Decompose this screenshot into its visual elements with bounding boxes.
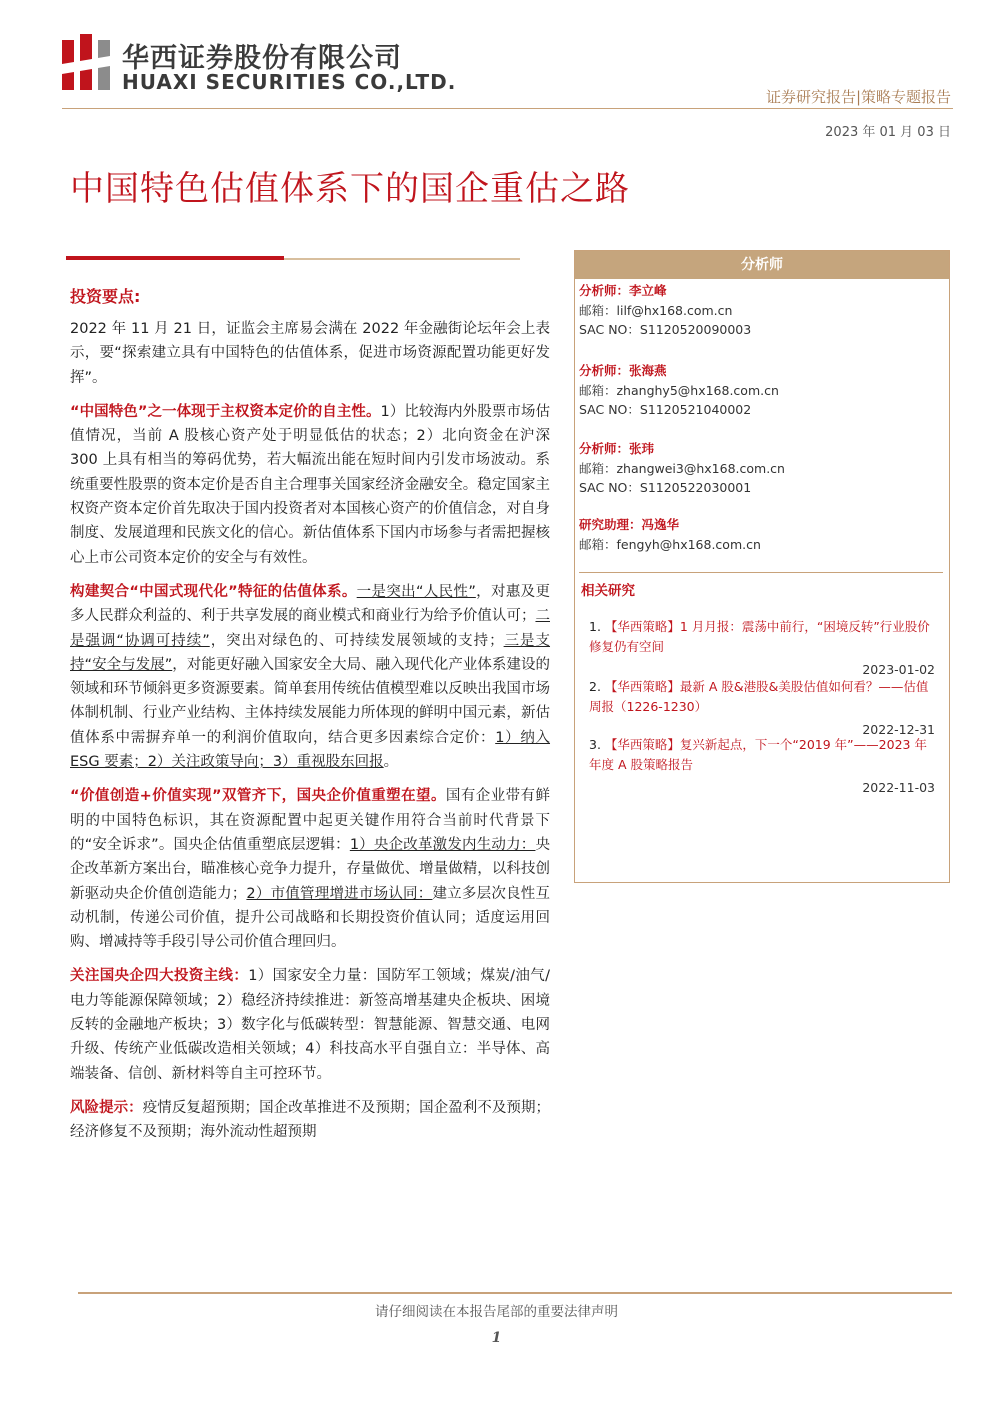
analyst-card (579, 361, 945, 420)
underlined-text: 1）央企改革激发内生动力： (349, 836, 536, 853)
paragraph-highlight: 关注国央企四大投资主线： (70, 968, 249, 985)
paragraph-highlight: “中国特色”之一体现于主权资本定价的自主性。 (70, 403, 381, 420)
analyst-email[interactable]: 邮箱：zhangwei3@hx168.com.cn (579, 460, 785, 476)
paragraph-text: 国有企业带有鲜明的中国特色标识，其在资源配置中起更关键作用符合当前时代背景下的“安全诉求”。国央企估值重塑底层逻辑： (70, 788, 550, 853)
paragraph-highlight: 构建契合“中国式现代化”特征的估值体系。 (70, 583, 357, 600)
related-date: 2022-11-03 (862, 780, 935, 795)
analyst-sac: SAC NO：S1120521040002 (579, 402, 752, 417)
paragraph-intro (70, 317, 550, 390)
title-rule-tan (284, 258, 520, 260)
sidebar-divider (579, 572, 943, 573)
report-type: 证券研究报告|策略专题报告 (765, 88, 951, 106)
title-rule-red (66, 256, 284, 260)
analyst-card (579, 439, 945, 498)
analyst-name: 分析师：张玮 (579, 441, 655, 456)
section-heading: 投资要点: (70, 287, 141, 306)
underlined-text: 二是强调“协调可持续” (70, 608, 550, 649)
related-number: 1. (589, 619, 601, 634)
related-research-heading: 相关研究 (581, 583, 635, 599)
related-research-item[interactable] (589, 735, 935, 798)
analyst-name: 分析师：李立峰 (579, 283, 667, 298)
paragraph-highlight: 风险提示： (70, 1099, 143, 1116)
analyst-name: 研究助理：冯逸华 (579, 517, 680, 532)
underlined-text: 1）纳入 ESG 要素；2）关注政策导向；3）重视股东回报 (70, 729, 551, 771)
related-title[interactable]: 【华西策略】最新 A 股&港股&美股估值如何看？——估值周报（1226-1230） (589, 679, 929, 714)
paragraph-text: 疫情反复超预期；国企改革推进不及预期；国企盈利不及预期；经济修复不及预期；海外流动性超预期 (70, 1099, 550, 1141)
company-name-en: HUAXI SECURITIES CO.,LTD. (122, 70, 457, 94)
related-title[interactable]: 【华西策略】1 月月报：震荡中前行，“困境反转”行业股价修复仍有空间 (589, 619, 930, 654)
related-number: 2. (589, 679, 601, 694)
related-date: 2023-01-02 (862, 662, 935, 677)
related-research-item[interactable] (589, 677, 935, 740)
paragraph-highlight: “价值创造+价值实现”双管齐下，国央企价值重塑在望。 (70, 788, 446, 805)
report-title: 中国特色估值体系下的国企重估之路 (70, 169, 630, 209)
analyst-email[interactable]: 邮箱：fengyh@hx168.com.cn (579, 536, 761, 552)
analyst-sac: SAC NO：S1120520090003 (579, 322, 752, 337)
underlined-text: 2）市值管理增进市场认同： (246, 885, 433, 902)
sidebar-heading: 分析师 (575, 251, 949, 279)
page-number: 1 (491, 1330, 502, 1346)
main-content (70, 284, 550, 1155)
analyst-email[interactable]: 邮箱：lilf@hx168.com.cn (579, 302, 733, 318)
report-date: 2023 年 01 月 03 日 (825, 125, 951, 140)
header-divider (62, 108, 953, 109)
paragraph-soe-value (70, 784, 550, 954)
footer-divider (78, 1292, 952, 1294)
analyst-card (579, 281, 945, 340)
analyst-name: 分析师：张海燕 (579, 363, 667, 378)
paragraph-text: 。 (383, 754, 399, 771)
analyst-email[interactable]: 邮箱：zhanghy5@hx168.com.cn (579, 382, 779, 398)
paragraph-risk (70, 1096, 550, 1145)
paragraph-text: 1）比较海内外股票市场估值情况，当前 A 股核心资产处于明显低估的状态；2）北向资金在沪深 300 上具有相当的筹码优势，若大幅流出能在短时间内引发市场波动。系统重要性股票的资本定价是否自主合理事关国家经济金融安全。稳定国家主权资产资本定价首先取决于国内投资者对本国核心资产的价值信念，对自身制度、发展道理和民族文化的信心。新估值体系下国内市场参与者需把握核心上市公司资本定价的安全与有效性。 (70, 403, 550, 566)
related-number: 3. (589, 737, 601, 752)
paragraph-text: 1）国家安全力量：国防军工领域；煤炭/油气/电力等能源保障领域；2）稳经济持续推进：新签高增基建央企板块、困境反转的金融地产板块；3）数字化与低碳转型：智慧能源、智慧交通、电网升级、传统产业低碳改造相关领域；4）科技高水平自强自立：半导体、高端装备、信创、新材料等自主可控环节。 (70, 968, 550, 1082)
underlined-text: 一是突出“人民性” (356, 583, 476, 600)
huaxi-logo-icon (62, 34, 110, 90)
company-name-cn: 华西证券股份有限公司 (122, 43, 402, 74)
underlined-text: 三是支持“安全与发展” (70, 632, 551, 673)
analyst-card (579, 515, 945, 554)
paragraph-text: ，突出对绿色的、可持续发展领域的支持； (209, 632, 504, 649)
analyst-sidebar (574, 250, 950, 883)
related-title[interactable]: 【华西策略】复兴新起点，下一个“2019 年”——2023 年年度 A 股策略报告 (589, 737, 927, 772)
paragraph-text: ，对能更好融入国家安全大局、融入现代化产业体系建设的领域和环节倾斜更多资源要素。简单套用传统估值模型难以反映出我国市场体制机制、行业产业结构、主体持续发展能力所体现的鲜明中国元素，新估值体系中需摒弃单一的利润价值取向，结合更多因素综合定价： (70, 656, 550, 746)
paragraph-text: 建立多层次良性互动机制，传递公司价值，提升公司战略和长期投资价值认同；适度运用回购、增减持等手段引导公司价值合理回归。 (70, 885, 550, 951)
related-research-item[interactable] (589, 617, 935, 680)
paragraph-text: 央企改革新方案出台，瞄准核心竞争力提升，存量做优、增量做精，以科技创新驱动央企价值创造能力； (70, 836, 550, 902)
analyst-sac: SAC NO：S1120522030001 (579, 480, 752, 495)
paragraph-valuation-system (70, 580, 550, 774)
paragraph-sovereign-pricing (70, 400, 550, 570)
legal-notice: 请仔细阅读在本报告尾部的重要法律声明 (375, 1304, 618, 1320)
paragraph-investment-lines (70, 964, 550, 1085)
paragraph-intro-text: 2022 年 11 月 21 日，证监会主席易会满在 2022 年金融街论坛年会上表示，要“探索建立具有中国特色的估值体系，促进市场资源配置功能更好发挥”。 (70, 321, 550, 386)
related-date: 2022-12-31 (862, 722, 935, 737)
paragraph-text: ，对惠及更多人民群众利益的、利于共享发展的商业模式和商业行为给予价值认可； (70, 583, 550, 625)
